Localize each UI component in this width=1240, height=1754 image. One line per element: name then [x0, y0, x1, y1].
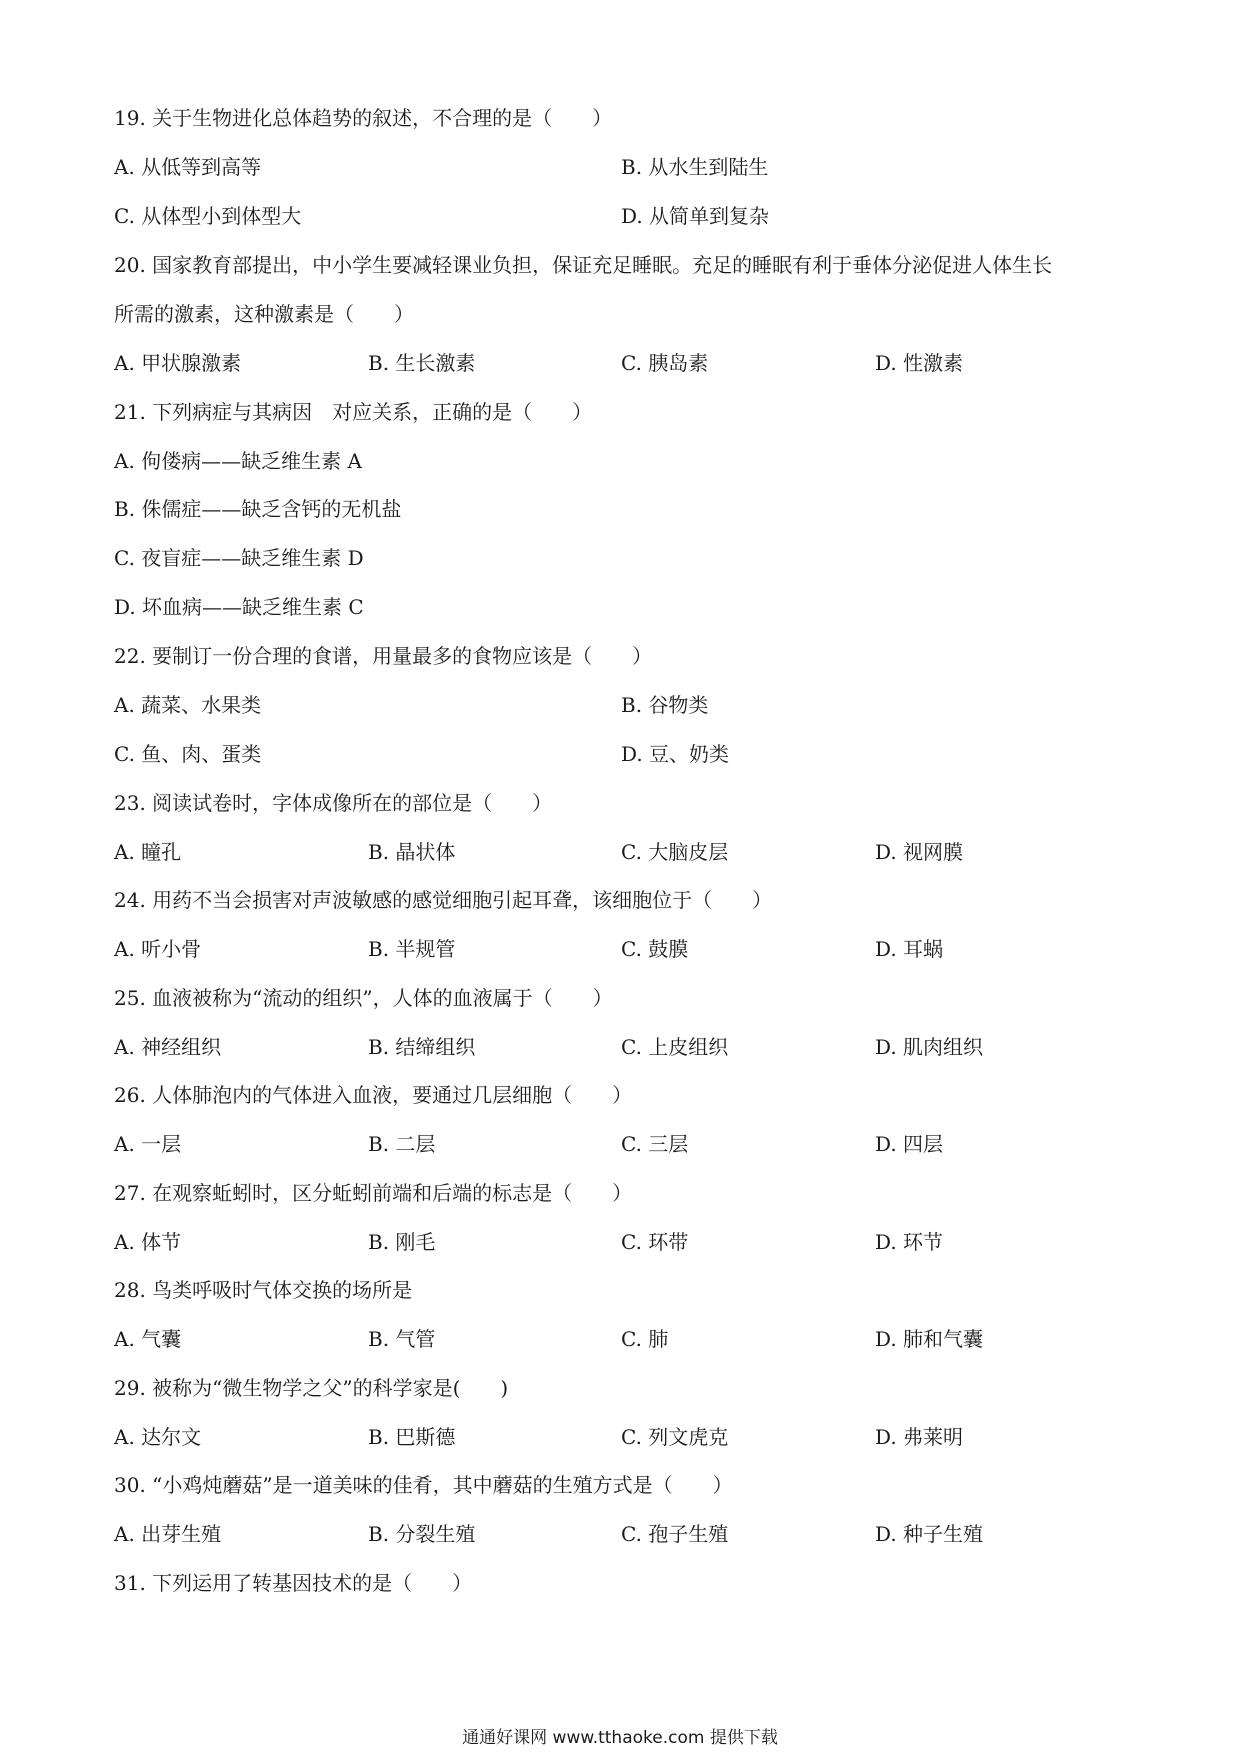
question-24-stem: 24. 用药不当会损害对声波敏感的感觉细胞引起耳聋，该细胞位于（ ） [114, 888, 773, 912]
question-28-stem: 28. 鸟类呼吸时气体交换的场所是 [114, 1278, 413, 1302]
question-23-stem: 23. 阅读试卷时，字体成像所在的部位是（ ） [114, 791, 553, 815]
question-20-option-a: A. 甲状腺激素 [114, 351, 242, 375]
question-26-option-a: A. 一层 [114, 1132, 182, 1156]
question-25-option-c: C. 上皮组织 [621, 1035, 729, 1059]
question-28-option-a: A. 气囊 [114, 1327, 182, 1351]
question-21-option-a: A. 佝偻病——缺乏维生素 A [114, 449, 362, 473]
question-20-stem-continued: 所需的激素，这种激素是（ ） [114, 302, 414, 326]
question-21-stem: 21. 下列病症与其病因 对应关系，正确的是（ ） [114, 400, 593, 424]
question-21-option-d: D. 坏血病——缺乏维生素 C [114, 595, 364, 619]
question-20-stem: 20. 国家教育部提出，中小学生要减轻课业负担，保证充足睡眠。充足的睡眠有利于垂体分泌促进人体生长 [114, 253, 1053, 277]
question-23-option-b: B. 晶状体 [368, 840, 456, 864]
question-19-option-b: B. 从水生到陆生 [621, 155, 769, 179]
question-27-option-b: B. 刚毛 [368, 1230, 436, 1254]
question-27-option-a: A. 体节 [114, 1230, 182, 1254]
question-26-option-c: C. 三层 [621, 1132, 689, 1156]
question-29-option-c: C. 列文虎克 [621, 1425, 729, 1449]
question-30-option-a: A. 出芽生殖 [114, 1522, 222, 1546]
question-29-option-d: D. 弗莱明 [875, 1425, 964, 1449]
question-30-option-d: D. 种子生殖 [875, 1522, 984, 1546]
question-23-option-a: A. 瞳孔 [114, 840, 182, 864]
question-28-option-b: B. 气管 [368, 1327, 436, 1351]
question-19-option-a: A. 从低等到高等 [114, 155, 262, 179]
question-29-stem: 29. 被称为“微生物学之父”的科学家是( ) [114, 1376, 509, 1400]
question-31-stem: 31. 下列运用了转基因技术的是（ ） [114, 1571, 473, 1595]
question-22-option-d: D. 豆、奶类 [621, 742, 730, 766]
question-29-option-b: B. 巴斯德 [368, 1425, 456, 1449]
question-30-option-c: C. 孢子生殖 [621, 1522, 729, 1546]
question-30-stem: 30. “小鸡炖蘑菇”是一道美味的佳肴，其中蘑菇的生殖方式是（ ） [114, 1473, 733, 1497]
question-21-option-b: B. 侏儒症——缺乏含钙的无机盐 [114, 497, 402, 521]
question-27-stem: 27. 在观察蚯蚓时，区分蚯蚓前端和后端的标志是（ ） [114, 1181, 633, 1205]
question-24-option-a: A. 听小骨 [114, 937, 202, 961]
question-20-option-c: C. 胰岛素 [621, 351, 709, 375]
question-30-option-b: B. 分裂生殖 [368, 1522, 476, 1546]
question-26-option-b: B. 二层 [368, 1132, 436, 1156]
question-22-option-a: A. 蔬菜、水果类 [114, 693, 262, 717]
question-23-option-c: C. 大脑皮层 [621, 840, 729, 864]
question-27-option-d: D. 环节 [875, 1230, 944, 1254]
question-19-option-c: C. 从体型小到体型大 [114, 204, 302, 228]
question-20-option-b: B. 生长激素 [368, 351, 476, 375]
question-25-stem: 25. 血液被称为“流动的组织”，人体的血液属于（ ） [114, 986, 613, 1010]
question-24-option-c: C. 鼓膜 [621, 937, 689, 961]
question-27-option-c: C. 环带 [621, 1230, 689, 1254]
question-26-option-d: D. 四层 [875, 1132, 944, 1156]
question-19-stem: 19. 关于生物进化总体趋势的叙述，不合理的是（ ） [114, 106, 613, 130]
question-20-option-d: D. 性激素 [875, 351, 964, 375]
question-22-option-c: C. 鱼、肉、蛋类 [114, 742, 262, 766]
question-22-option-b: B. 谷物类 [621, 693, 709, 717]
question-24-option-b: B. 半规管 [368, 937, 456, 961]
question-19-option-d: D. 从简单到复杂 [621, 204, 770, 228]
question-28-option-c: C. 肺 [621, 1327, 669, 1351]
question-22-stem: 22. 要制订一份合理的食谱，用量最多的食物应该是（ ） [114, 644, 653, 668]
question-25-option-b: B. 结缔组织 [368, 1035, 476, 1059]
question-29-option-a: A. 达尔文 [114, 1425, 202, 1449]
question-25-option-d: D. 肌肉组织 [875, 1035, 984, 1059]
page-footer: 通通好课网 www.tthaoke.com 提供下载 [462, 1728, 778, 1748]
question-21-option-c: C. 夜盲症——缺乏维生素 D [114, 546, 364, 570]
question-23-option-d: D. 视网膜 [875, 840, 964, 864]
question-28-option-d: D. 肺和气囊 [875, 1327, 984, 1351]
question-25-option-a: A. 神经组织 [114, 1035, 222, 1059]
question-24-option-d: D. 耳蜗 [875, 937, 944, 961]
question-26-stem: 26. 人体肺泡内的气体进入血液，要通过几层细胞（ ） [114, 1083, 633, 1107]
